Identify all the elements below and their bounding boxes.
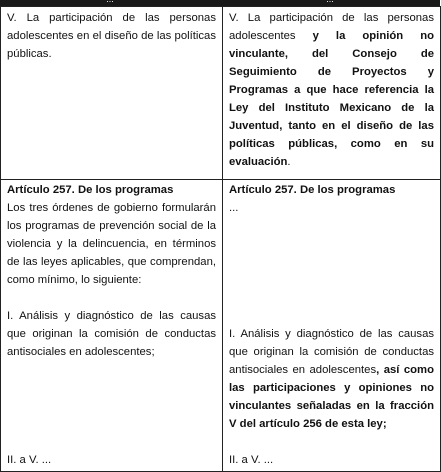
- fraction-ii-proposed: II. a V. ...: [229, 454, 274, 466]
- fraction-i-bold: , así como las participaciones y opiniones no vinculantes señaladas en la fracción V del artículo 256 de esta ley;: [229, 364, 434, 430]
- article-ellipsis-proposed: ...: [229, 202, 239, 214]
- current-text-cell: [1, 180, 223, 472]
- current-text-cell: [1, 7, 223, 180]
- fraction-i-current: I. Análisis y diagnóstico de las causas que originan la comisión de conductas antisociales en adolescentes;: [7, 310, 216, 358]
- proposed-text-cell: [223, 180, 441, 472]
- fraction-ii-current: II. a V. ...: [7, 454, 52, 466]
- article-intro-current: Los tres órdenes de gobierno formularán los programas de prevención social de la violencia y la delincuencia, en términos de las leyes aplicables, que comprendan, como mínimo, lo siguiente:: [7, 202, 216, 286]
- comparison-table: [0, 6, 441, 472]
- fraction-v-current: V. La participación de las personas adolescentes en el diseño de las políticas públicas.: [7, 12, 216, 60]
- fraction-i-plain: I. Análisis y diagnóstico de las causas que originan la comisión de conductas antisociales en adolescentes: [229, 328, 434, 376]
- header-right: [230, 0, 430, 2]
- fraction-v-plain: V. La participación de las personas adolescentes: [229, 12, 434, 42]
- proposed-text-cell: [223, 7, 441, 180]
- fraction-v-proposed: [229, 9, 434, 171]
- header-left: [10, 0, 210, 2]
- fraction-v-bold: y la opinión no vinculante, del Consejo de Seguimiento de Proyectos y Programas a que hace referencia la Ley del Instituto Mexicano de la Juventud, tanto en el diseño de las políticas públicas, como en su evaluación: [229, 30, 434, 168]
- article-heading-proposed: Artículo 257. De los programas: [229, 184, 396, 196]
- fraction-i-proposed: [229, 325, 434, 433]
- table-row: [1, 7, 441, 180]
- fraction-v-period: .: [287, 156, 291, 168]
- article-heading-current: Artículo 257. De los programas: [7, 184, 174, 196]
- table-row: [1, 180, 441, 472]
